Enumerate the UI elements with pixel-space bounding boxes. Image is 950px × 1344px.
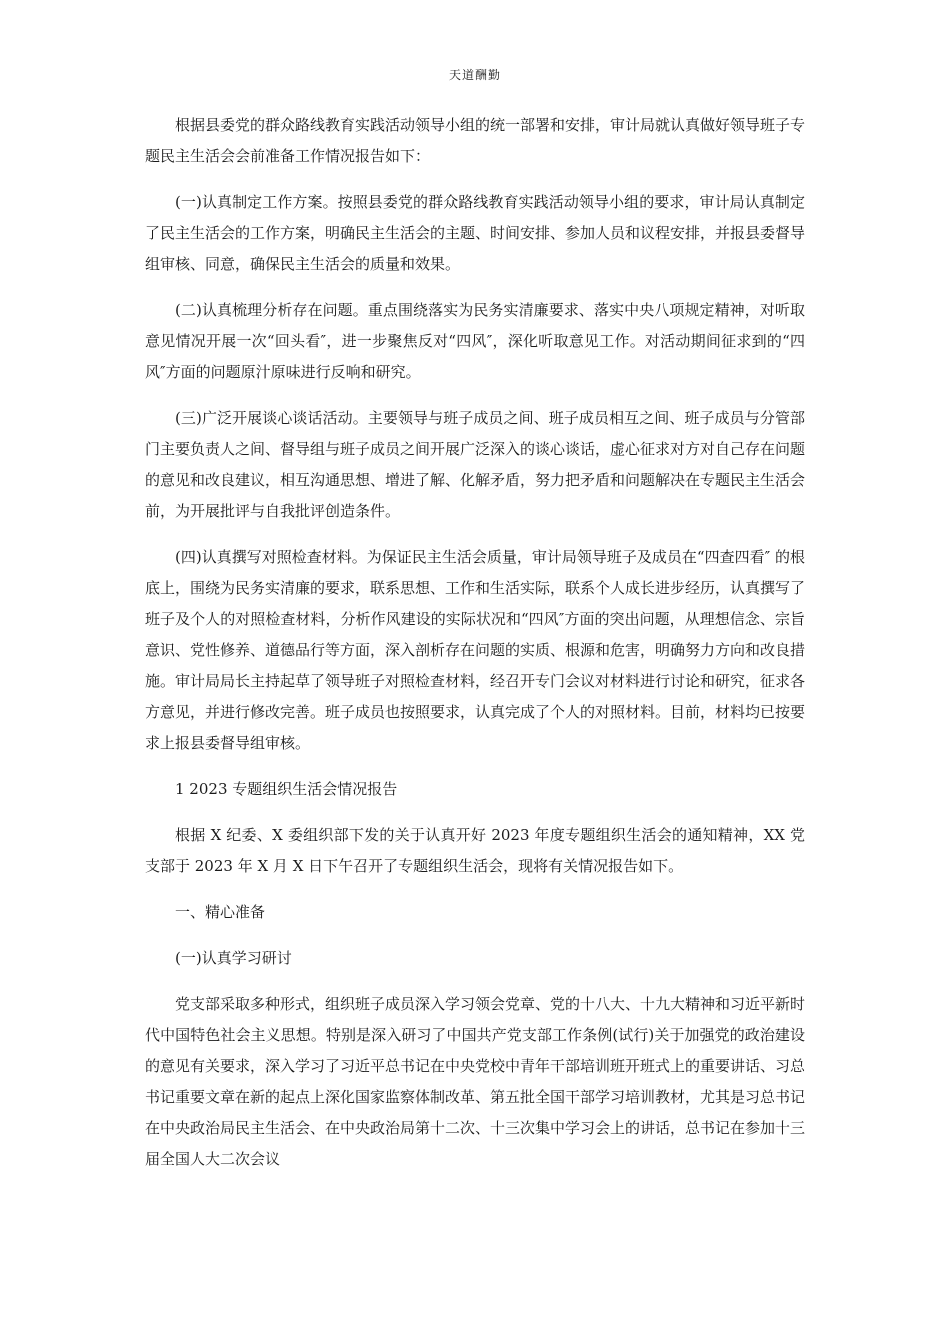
paragraph-report-intro: 根据 X 纪委、X 委组织部下发的关于认真开好 2023 年度专题组织生活会的通知精神，XX 党支部于 2023 年 X 月 X 日下午召开了专题组织生活会，现将有关情况报告如下。 [145,826,805,875]
paragraph-work-plan: (一)认真制定工作方案。按照县委党的群众路线教育实践活动领导小组的要求，审计局认真制定了民主生活会的工作方案，明确民主生活会的主题、时间安排、参加人员和议程安排，并报县委督导组审核、同意，确保民主生活会的质量和效果。 [145,193,806,273]
document-body [145,110,805,1190]
paragraph-analyze-problems: (二)认真梳理分析存在问题。重点围绕落实为民务实清廉要求、落实中央八项规定精神，对听取意见情况开展一次“回头看″，进一步聚焦反对“四风″，深化听取意见工作。对活动期间征求到的“四风″方面的问题原汁原味进行反响和研究。 [145,301,805,381]
heading-preparation: 一、精心准备 [175,903,266,921]
paragraph-intro: 根据县委党的群众路线教育实践活动领导小组的统一部署和安排，审计局就认真做好领导班子专题民主生活会会前准备工作情况报告如下： [145,116,806,165]
paragraph-heart-talks: (三)广泛开展谈心谈话活动。主要领导与班子成员之间、班子成员相互之间、班子成员与分管部门主要负责人之间、督导组与班子成员之间开展广泛深入的谈心谈话，虚心征求对方对自己存在问题的意见和改良建议，相互沟通思想、增进了解、化解矛盾，努力把矛盾和问题解决在专题民主生活会前，为开展批评与自我批评创造条件。 [145,409,806,520]
paragraph-inspection-materials: (四)认真撰写对照检查材料。为保证民主生活会质量，审计局领导班子及成员在“四查四看″ 的根底上，围绕为民务实清廉的要求，联系思想、工作和生活实际，联系个人成长进步经历，认真撰写了班子及个人的对照检查材料，分析作风建设的实际状况和“四风″方面的突出问题，从理想信念、宗旨意识、党性修养、道德品行等方面，深入剖析存在问题的实质、根源和危害，明确努力方向和改良措施。审计局局长主持起草了领导班子对照检查材料，经召开专门会议对材料进行讨论和研究，征求各方意见，并进行修改完善。班子成员也按照要求，认真完成了个人的对照材料。目前，材料均已按要求上报县委督导组审核。 [145,548,806,752]
section-title: 1 2023 专题组织生活会情况报告 [175,780,398,798]
paragraph-study-details: 党支部采取多种形式，组织班子成员深入学习领会党章、党的十八大、十九大精神和习近平新时代中国特色社会主义思想。特别是深入研习了中国共产党支部工作条例(试行)关于加强党的政治建设的意见有关要求，深入学习了习近平总书记在中央党校中青年干部培训班开班式上的重要讲话、习总书记重要文章在新的起点上深化国家监察体制改革、第五批全国干部学习培训教材，尤其是习总书记在中央政治局民主生活会、在中央政治局第十二次、十三次集中学习会上的讲话，总书记在参加十三届全国人大二次会议 [145,995,806,1168]
page-header: 天道酬勤 [448,68,501,82]
subheading-study: (一)认真学习研讨 [175,949,292,967]
